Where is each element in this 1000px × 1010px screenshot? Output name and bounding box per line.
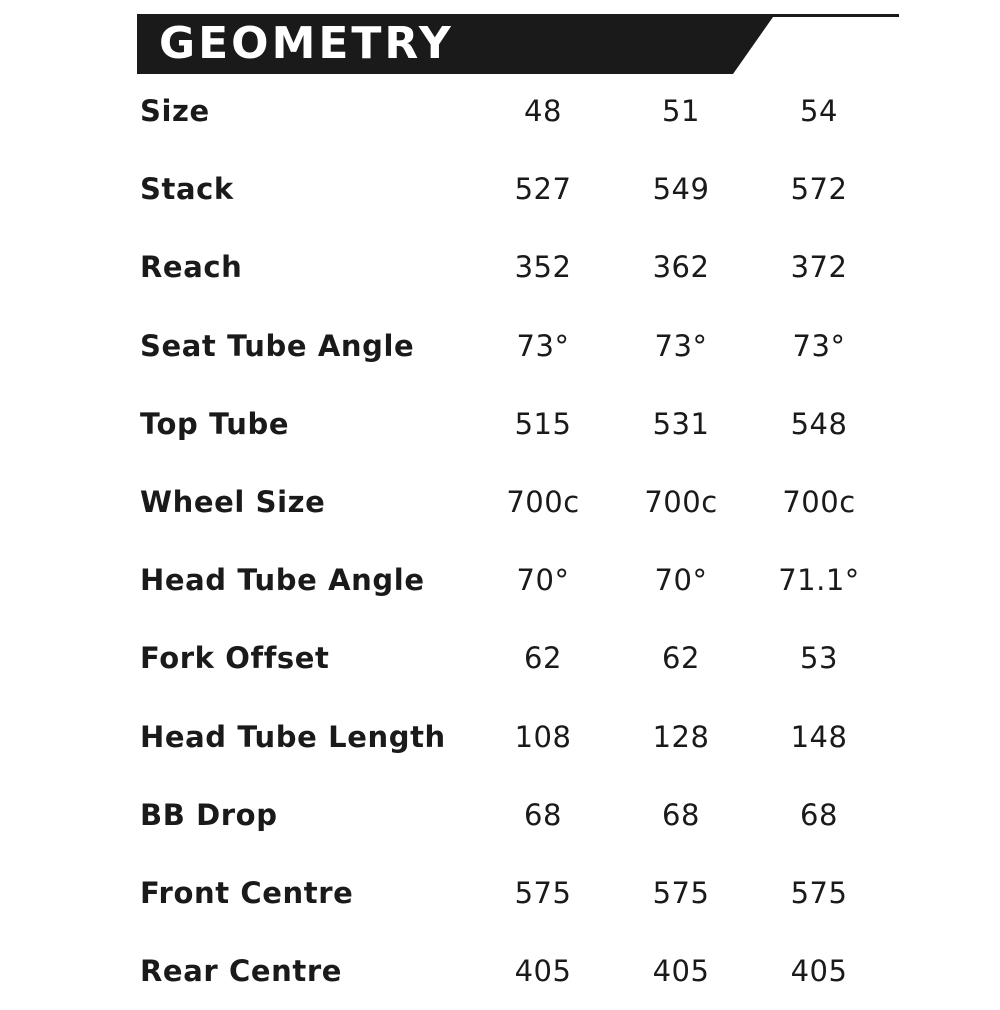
value-cell: 405 <box>652 954 710 989</box>
value-cell: 70° <box>654 563 708 598</box>
value-cell: 531 <box>652 406 710 441</box>
row-label: Reach <box>140 250 243 285</box>
row-label: Wheel Size <box>140 484 326 519</box>
value-cell: 53 <box>800 641 838 676</box>
value-cell: 527 <box>514 172 572 207</box>
value-cell: 700c <box>644 484 718 519</box>
value-cell: 62 <box>662 641 700 676</box>
row-label: Front Centre <box>140 875 354 910</box>
value-cell: 108 <box>514 719 572 754</box>
value-cell: 68 <box>524 797 562 832</box>
value-cell: 575 <box>790 875 848 910</box>
row-label: BB Drop <box>140 797 278 832</box>
value-cell: 48 <box>524 94 562 128</box>
geometry-table <box>140 72 880 1010</box>
value-cell: 700c <box>506 484 580 519</box>
value-cell: 54 <box>800 94 838 128</box>
table-row <box>140 307 880 385</box>
row-label: Rear Centre <box>140 954 342 989</box>
table-row <box>140 932 880 1010</box>
value-cell: 128 <box>652 719 710 754</box>
value-cell: 73° <box>516 328 570 363</box>
value-cell: 70° <box>516 563 570 598</box>
table-row <box>140 541 880 619</box>
value-cell: 148 <box>790 719 848 754</box>
value-cell: 572 <box>790 172 848 207</box>
table-row <box>140 854 880 932</box>
table-row <box>140 698 880 776</box>
table-row <box>140 150 880 228</box>
value-cell: 62 <box>524 641 562 676</box>
table-row <box>140 228 880 306</box>
value-cell: 71.1° <box>778 563 860 598</box>
table-row <box>140 385 880 463</box>
value-cell: 362 <box>652 250 710 285</box>
value-cell: 548 <box>790 406 848 441</box>
row-label: Head Tube Angle <box>140 563 425 598</box>
value-cell: 575 <box>652 875 710 910</box>
row-label: Top Tube <box>140 406 290 441</box>
row-label: Seat Tube Angle <box>140 328 415 363</box>
page-title: GEOMETRY <box>159 18 454 69</box>
table-row <box>140 776 880 854</box>
value-cell: 352 <box>514 250 572 285</box>
row-label: Fork Offset <box>140 641 330 676</box>
value-cell: 405 <box>514 954 572 989</box>
value-cell: 73° <box>792 328 846 363</box>
geometry-header-banner <box>137 14 899 74</box>
table-row <box>140 72 880 150</box>
value-cell: 73° <box>654 328 708 363</box>
value-cell: 549 <box>652 172 710 207</box>
table-row <box>140 463 880 541</box>
value-cell: 372 <box>790 250 848 285</box>
value-cell: 575 <box>514 875 572 910</box>
value-cell: 68 <box>800 797 838 832</box>
value-cell: 515 <box>514 406 572 441</box>
row-label: Head Tube Length <box>140 719 446 754</box>
table-row <box>140 619 880 697</box>
value-cell: 405 <box>790 954 848 989</box>
value-cell: 51 <box>662 94 700 128</box>
row-label: Stack <box>140 172 234 207</box>
value-cell: 68 <box>662 797 700 832</box>
value-cell: 700c <box>782 484 856 519</box>
row-label: Size <box>140 94 210 128</box>
